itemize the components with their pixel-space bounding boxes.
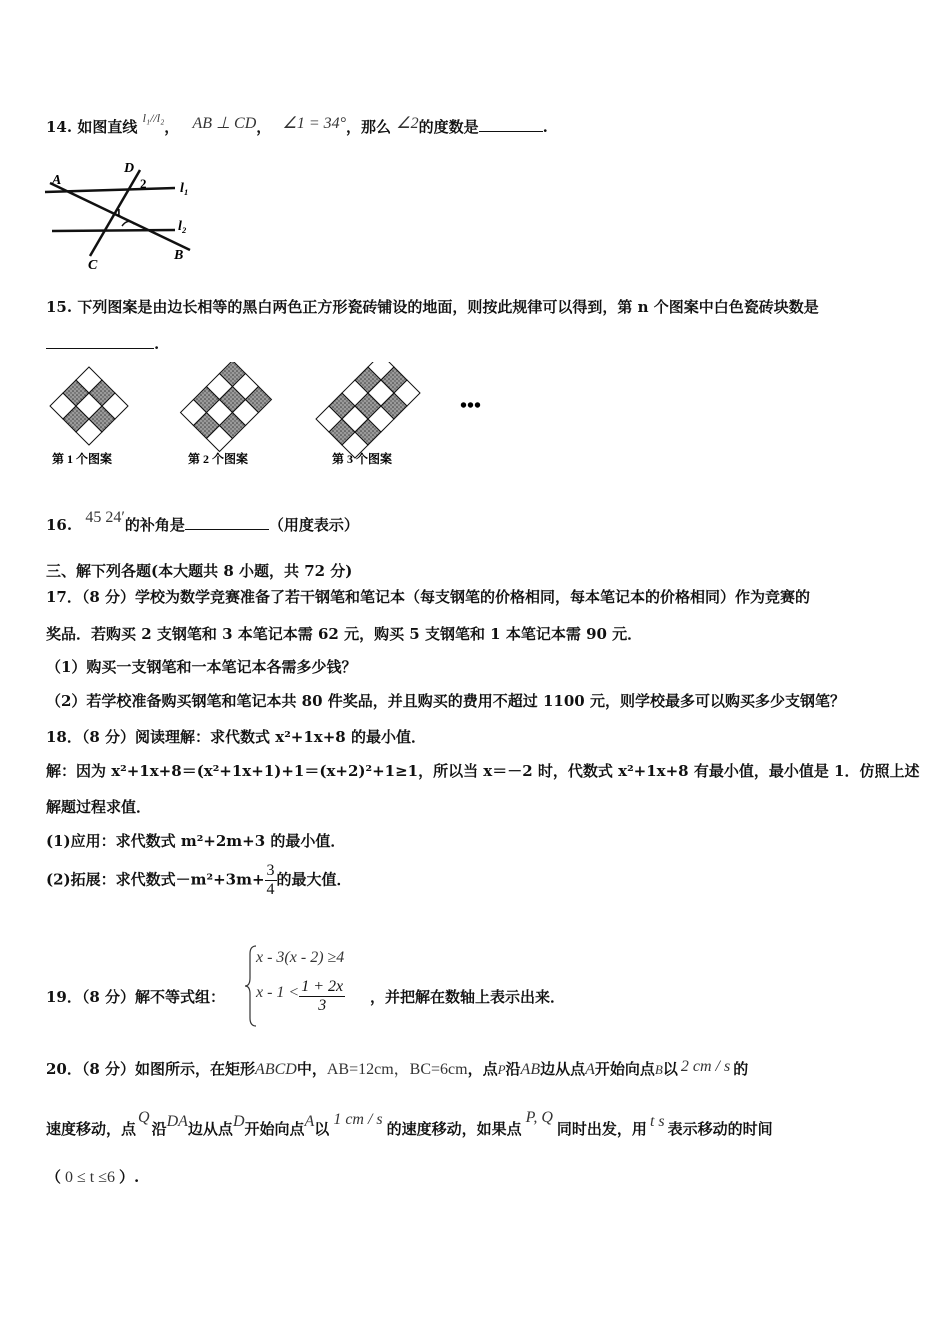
q20-point-a-2: A bbox=[304, 1113, 315, 1130]
q20-text-b2: 沿 bbox=[151, 1120, 167, 1138]
ellipsis: ••• bbox=[460, 395, 482, 417]
q15-answer bbox=[46, 334, 159, 353]
q20-text-a6: 开始向点 bbox=[594, 1060, 655, 1078]
q20-point-b: B bbox=[654, 1062, 663, 1077]
q18-fraction-num: 3 bbox=[266, 862, 275, 879]
q19-inequality-2 bbox=[256, 978, 345, 1015]
q20-text-a5: 边从点 bbox=[540, 1060, 586, 1078]
caption-3: 第 3 个图案 bbox=[332, 452, 393, 466]
q16-text-1: 的补角是 bbox=[124, 516, 185, 534]
q20-time-range: 0 ≤ t ≤6 bbox=[65, 1169, 116, 1186]
q14-number: 14. bbox=[46, 118, 73, 136]
q19-tail: ，并把解在数轴上表示出来． bbox=[370, 988, 566, 1006]
line-cd bbox=[90, 170, 140, 256]
q20-text-b6: 的速度移动，如果点 bbox=[386, 1120, 522, 1138]
q14-text-3: 的度数是 bbox=[418, 118, 479, 136]
q18-part-2-end: 的最大值． bbox=[276, 870, 352, 889]
q20-text-b1: 速度移动，点 bbox=[46, 1120, 137, 1138]
q20-text-b4: 开始向点 bbox=[244, 1120, 305, 1138]
q20-text-a1: 20．（8 分）如图所示，在矩形 bbox=[46, 1060, 256, 1078]
q15-number: 15. bbox=[46, 298, 73, 316]
q14-text-1: 如图直线 bbox=[77, 118, 138, 136]
label-c: C bbox=[88, 258, 98, 271]
q14-sep: ， bbox=[164, 118, 180, 136]
q20-text-a7: 以 bbox=[662, 1060, 678, 1078]
q15-line bbox=[46, 296, 819, 317]
label-l1: l₁ bbox=[180, 181, 189, 196]
q20-text-a2: 中， bbox=[296, 1060, 327, 1078]
q20-side-da: DA bbox=[166, 1113, 188, 1130]
q20-abcd: ABCD bbox=[255, 1061, 297, 1078]
q16-text-2: （用度表示） bbox=[268, 516, 359, 534]
q14-end: . bbox=[542, 118, 548, 136]
q17-part-1: （1）购买一支钢笔和一本笔记本各需多少钱？ bbox=[46, 658, 357, 676]
q19-fraction-den: 3 bbox=[299, 996, 345, 1015]
q16-answer-blank bbox=[185, 515, 269, 530]
q19-inequality-1: x - 3(x - 2) ≥4 bbox=[256, 949, 345, 966]
q19-fraction bbox=[299, 978, 345, 1015]
q18-fraction bbox=[265, 862, 277, 899]
label-d: D bbox=[124, 161, 135, 176]
q20-text-b8: 表示移动的时间 bbox=[667, 1120, 773, 1138]
label-angle1: 1 bbox=[116, 207, 122, 219]
q18-title: 18．（8 分）阅读理解：求代数式 x²+1x+8 的最小值． bbox=[46, 728, 426, 746]
q14-perp: AB ⊥ CD bbox=[192, 115, 257, 132]
q20-line-2 bbox=[46, 1109, 773, 1139]
pattern-3 bbox=[316, 362, 420, 458]
q20-points-pq: P, Q bbox=[525, 1109, 553, 1126]
q14-figure bbox=[40, 156, 205, 271]
caption-2: 第 2 个图案 bbox=[188, 452, 249, 466]
q15-end: . bbox=[154, 335, 160, 353]
q20-line-3 bbox=[46, 1166, 139, 1187]
q20-point-p: P bbox=[497, 1062, 506, 1077]
label-angle2: 2 bbox=[140, 176, 147, 191]
q20-speed-2: 1 cm / s bbox=[333, 1111, 383, 1128]
q20-point-a: A bbox=[585, 1061, 595, 1078]
q17-line-2: 奖品．若购买 2 支钢笔和 3 本笔记本需 62 元，购买 5 支钢笔和 1 本笔记本需 90 元． bbox=[46, 625, 643, 643]
q20-text-a8: 的 bbox=[733, 1060, 749, 1078]
q14-angle2: ∠2 bbox=[396, 115, 419, 132]
q20-text-a3: ，点 bbox=[467, 1060, 498, 1078]
q19-fraction-num: 1 + 2x bbox=[301, 978, 344, 995]
label-a: A bbox=[52, 173, 62, 188]
q14-text-2: ，那么 bbox=[346, 118, 392, 136]
section-3-heading: 三、解下列各题(本大题共 8 小题，共 72 分) bbox=[46, 562, 353, 580]
label-b: B bbox=[174, 248, 184, 263]
q18-solution-2: 解题过程求值． bbox=[46, 798, 152, 816]
q16-expr: 45 24′ bbox=[85, 509, 125, 526]
q18-part-2-text: (2)拓展：求代数式－m²+3m+ bbox=[46, 870, 265, 889]
q19-label: 19．（8 分）解不等式组： bbox=[46, 988, 226, 1006]
q20-point-q: Q bbox=[138, 1109, 150, 1126]
q20-text-c2: ）. bbox=[119, 1168, 140, 1186]
q18-fraction-den: 4 bbox=[266, 881, 275, 898]
q17-part-2: （2）若学校准备购买钢笔和笔记本共 80 件奖品，并且购买的费用不超过 1100 元，则学校最多可以购买多少支钢笔？ bbox=[46, 692, 845, 710]
q20-text-a4: 沿 bbox=[505, 1060, 521, 1078]
q20-text-b7: 同时出发，用 bbox=[556, 1120, 647, 1138]
pattern-2 bbox=[181, 362, 272, 452]
q19-ineq2-left: x - 1 < bbox=[256, 984, 300, 1001]
q15-figure bbox=[40, 362, 500, 477]
q20-side-ab: AB bbox=[520, 1061, 541, 1078]
q16-line bbox=[46, 509, 359, 535]
q18-part-2 bbox=[46, 862, 352, 899]
q14-parallel: l₁//l₂ bbox=[142, 111, 165, 125]
q17-line-1: 17．（8 分）学校为数学竞赛准备了若干钢笔和笔记本（每支钢笔的价格相同，每本笔记本的价格相同）作为竞赛的 bbox=[46, 588, 811, 606]
q14-line bbox=[46, 111, 548, 137]
pattern-1 bbox=[50, 367, 128, 445]
q20-text-c1: （ bbox=[46, 1168, 62, 1186]
q14-sep-2: ， bbox=[256, 118, 272, 136]
q20-speed-1: 2 cm / s bbox=[680, 1058, 731, 1075]
q20-time-t: t s bbox=[649, 1113, 665, 1130]
label-l2: l₂ bbox=[178, 219, 187, 234]
q15-answer-blank bbox=[46, 334, 154, 349]
q20-point-d: D bbox=[232, 1113, 245, 1130]
q20-text-b3: 边从点 bbox=[187, 1120, 233, 1138]
q14-angle1: ∠1 = 34° bbox=[282, 115, 347, 132]
q18-solution-1: 解：因为 x²+1x+8＝(x²+1x+1)+1＝(x+2)²+1≥1，所以当 x＝－2 时，代数式 x²+1x+8 有最小值，最小值是 1．仿照上述 bbox=[46, 762, 920, 780]
q20-dimensions: AB=12cm，BC=6cm bbox=[326, 1061, 468, 1078]
q14-answer-blank bbox=[479, 117, 543, 132]
q16-number: 16. bbox=[46, 516, 73, 534]
caption-1: 第 1 个图案 bbox=[52, 452, 113, 466]
q18-part-1: (1)应用：求代数式 m²+2m+3 的最小值． bbox=[46, 832, 346, 850]
q20-text-b5: 以 bbox=[314, 1120, 330, 1138]
line-l2 bbox=[52, 230, 175, 231]
q20-line-1 bbox=[46, 1056, 748, 1079]
q15-text: 下列图案是由边长相等的黑白两色正方形瓷砖铺设的地面，则按此规律可以得到，第 n 个图案中白色瓷砖块数是 bbox=[77, 298, 819, 316]
